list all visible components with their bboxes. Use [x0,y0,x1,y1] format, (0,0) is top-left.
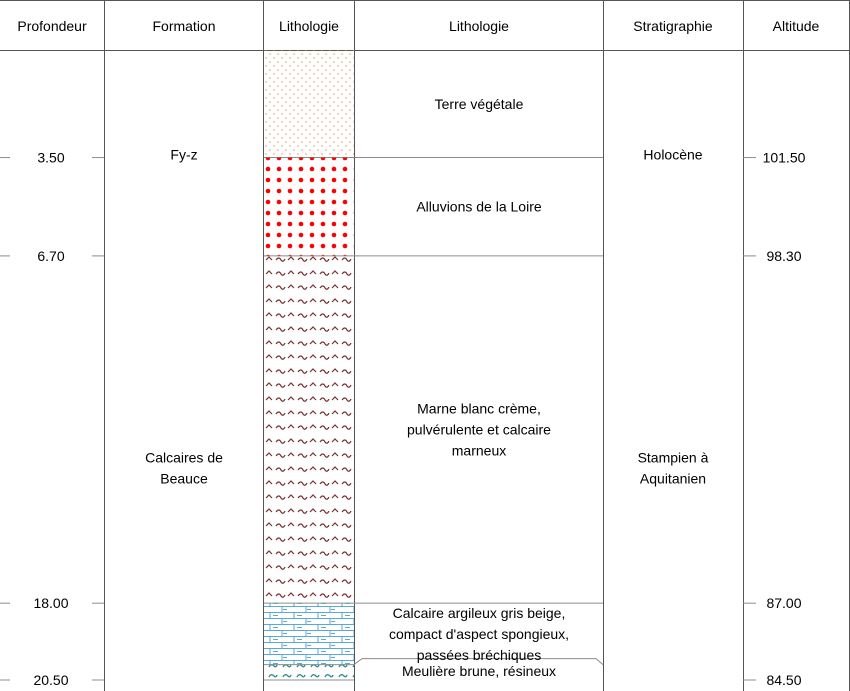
header-lithologie-description: Lithologie [449,18,509,34]
formation-label: Fy-z [170,146,198,163]
layer-pattern-dots-small [264,50,354,158]
formation-label: Calcaires de [145,449,223,466]
layer-pattern-marl [264,256,354,603]
depth-label: 20.50 [33,672,69,688]
layer-description: Calcaire argileux gris beige, [392,604,566,621]
layer-description: Alluvions de la Loire [416,198,542,215]
stratigraphy-label: Aquitanien [639,470,707,487]
formation-label: Beauce [160,470,208,487]
depth-label: 3.50 [37,149,65,166]
depth-label: 6.70 [37,247,65,264]
layer-description: compact d'aspect spongieux, [388,625,570,642]
layer-description: Terre végétale [434,95,524,112]
layer-description: passées bréchiques [416,646,542,663]
header-stratigraphie: Stratigraphie [633,18,713,34]
layer-description: Meulière brune, résineux [401,663,557,679]
header-altitude: Altitude [772,18,820,34]
stratigraphy-label: Stampien à [637,449,709,466]
stratigraphy-label: Holocène [643,146,703,163]
formation-labels [145,96,709,679]
altitude-label: 98.30 [766,247,802,264]
layer-pattern-meuliere [264,665,354,680]
altitude-label: 84.50 [766,672,802,688]
altitude-label: 87.00 [766,595,802,612]
layer-pattern-limestone [264,603,354,664]
lithology-layers [264,50,603,680]
header-row [17,18,819,34]
layer-pattern-dots-red [264,158,354,256]
layer-description: marneux [451,442,507,459]
altitude-label: 101.50 [762,149,806,166]
layer-description: Marne blanc crème, [417,400,541,417]
header-formation: Formation [152,18,216,34]
depth-label: 18.00 [33,595,69,612]
header-lithologie-pattern: Lithologie [279,18,339,34]
layer-description: pulvérulente et calcaire [407,421,551,438]
header-profondeur: Profondeur [17,18,87,34]
